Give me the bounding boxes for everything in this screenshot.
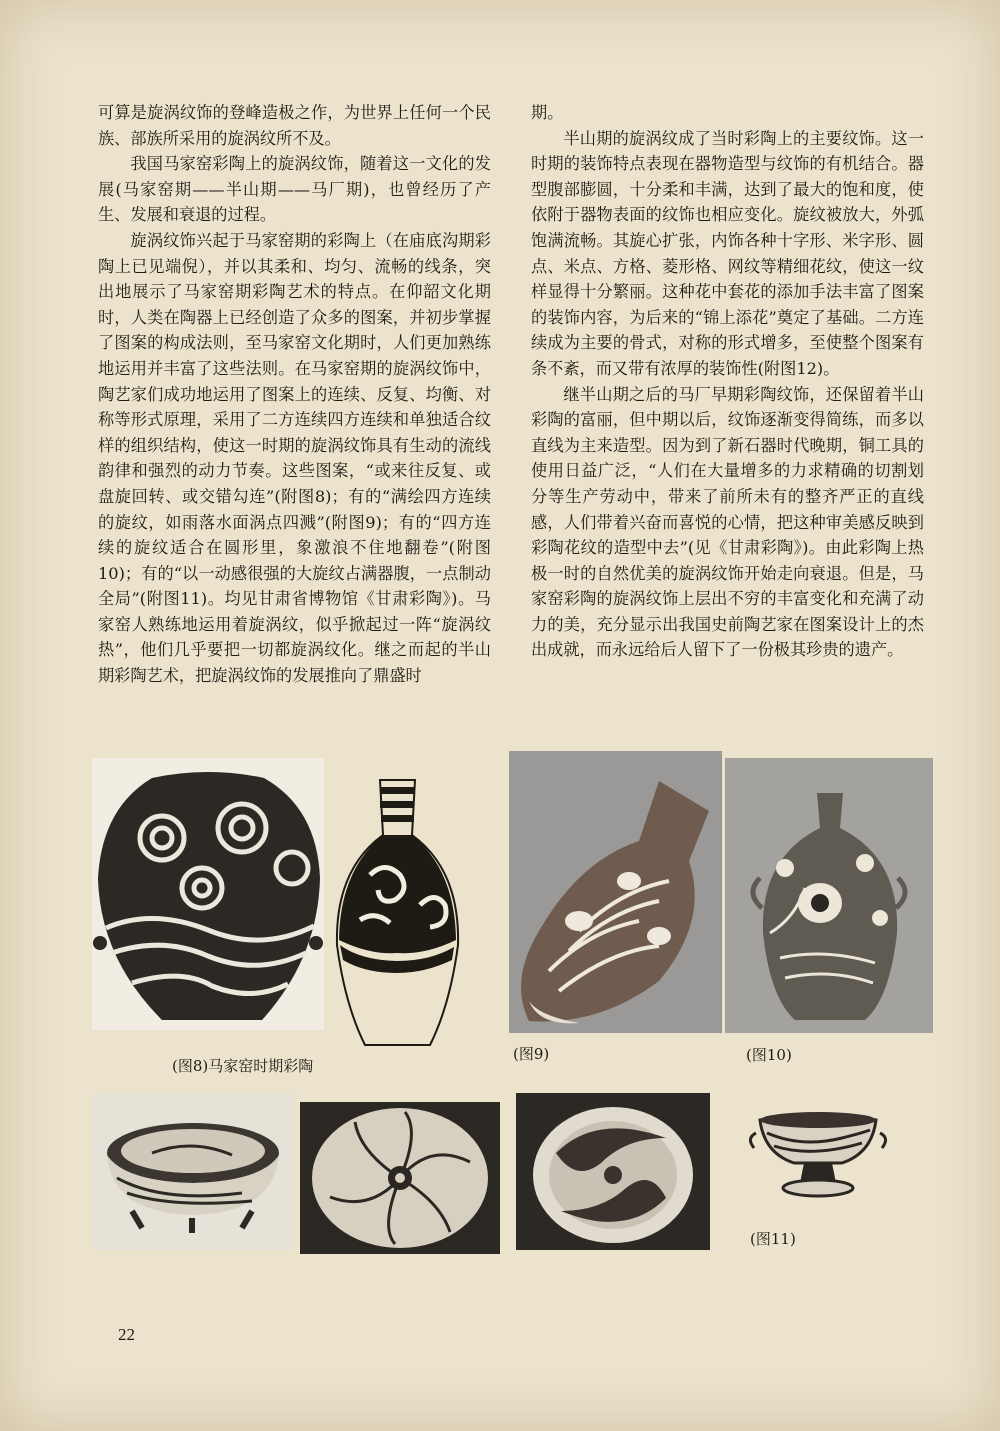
right-text-column xyxy=(531,100,924,663)
paragraph: 期。 xyxy=(531,103,564,122)
fig11-plate-photo xyxy=(300,1102,500,1254)
fig9-caption: (图9) xyxy=(513,1045,550,1063)
paragraph: 我国马家窑彩陶上的旋涡纹饰，随着这一文化的发展(马家窑期——半山期——马厂期)，也曾经历了产生、发展和衰退的过程。 xyxy=(98,154,491,225)
left-text-column xyxy=(98,100,491,689)
paragraph: 继半山期之后的马厂早期彩陶纹饰，还保留着半山彩陶的富丽，但中期以后，纹饰逐渐变得简练，而多以直线为主来造型。因为到了新石器时代晚期，铜工具的使用日益广泛，“人们在大量增多的力求精确的切割划分等生产劳动中，带来了前所未有的整齐严正的直线感，人们带着兴奋而喜悦的心情，把这种审美感反映到彩陶花纹的造型中去”(见《甘肃彩陶》)。由此彩陶上热极一时的自然优美的旋涡纹饰开始走向衰退。但是，马家窑彩陶的旋涡纹饰上层出不穷的丰富变化和充满了动力的美，充分显示出我国史前陶艺家在图案设计上的杰出成就，而永远给后人留下了一份极其珍贵的遗产。 xyxy=(531,384,924,660)
fig11-bowl-interior-photo xyxy=(516,1093,710,1250)
fig11-footed-bowl-photo xyxy=(742,1108,894,1201)
fig11-bowl-photo xyxy=(92,1093,294,1250)
page-number: 22 xyxy=(118,1325,135,1344)
fig8-jar-photo xyxy=(92,758,324,1030)
paragraph: 半山期的旋涡纹成了当时彩陶上的主要纹饰。这一时期的装饰特点表现在器物造型与纹饰的有机结合。器型腹部膨圆，十分柔和丰满，达到了最大的饱和度，使依附于器物表面的纹饰也相应变化。旋纹被放大，外弧饱满流畅。其旋心扩张，内饰各种十字形、米字形、圆点、米点、方格、菱形格、网纹等精细花纹，使这一纹样显得十分繁丽。这种花中套花的添加手法丰富了图案的装饰内容，为后来的“锦上添花”奠定了基础。二方连续成为主要的骨式，对称的形式增多，至使整个图案有条不紊，而又带有浓厚的装饰性(附图12)。 xyxy=(531,128,924,378)
paragraph: 旋涡纹饰兴起于马家窑期的彩陶上（在庙底沟期彩陶上已见端倪），并以其柔和、均匀、流畅的线条，突出地展示了马家窑期彩陶艺术的特点。在仰韶文化期时，人类在陶器上已经创造了众多的图案，并初步掌握了图案的构成法则，至马家窑文化期时，人们更加熟练地运用并丰富了这些法则。在马家窑期的旋涡纹饰中，陶艺家们成功地运用了图案上的连续、反复、均衡、对称等形式原理，采用了二方连续四方连续和单独适合纹样的组织结构，使这一时期的旋涡纹饰具有生动的流线韵律和强烈的动力节奏。这些图案，“或来往反复、或盘旋回转、或交错勾连”(附图8)；有的“满绘四方连续的旋纹，如雨落水面涡点四溅”(附图9)；有的“四方连续的旋纹适合在圆形里，象激浪不住地翻卷”(附图10)；有的“以一动感很强的大旋纹占满器腹，一点制动全局”(附图11)。均见甘肃省博物馆《甘肃彩陶》)。马家窑人熟练地运用着旋涡纹，似乎掀起过一阵“旋涡纹热”，他们几乎要把一切都旋涡纹化。继之而起的半山期彩陶艺术，把旋涡纹饰的发展推向了鼎盛时 xyxy=(98,230,491,686)
paragraph: 可算是旋涡纹饰的登峰造极之作，为世界上任何一个民族、部族所采用的旋涡纹所不及。 xyxy=(98,103,491,148)
fig10-photo xyxy=(725,758,933,1033)
fig10-caption: (图10) xyxy=(746,1046,792,1064)
fig8-vase-drawing xyxy=(330,775,465,1050)
fig11-caption: (图11) xyxy=(750,1230,796,1248)
fig9-photo xyxy=(509,751,722,1033)
fig8-caption: (图8)马家窑时期彩陶 xyxy=(172,1057,314,1075)
